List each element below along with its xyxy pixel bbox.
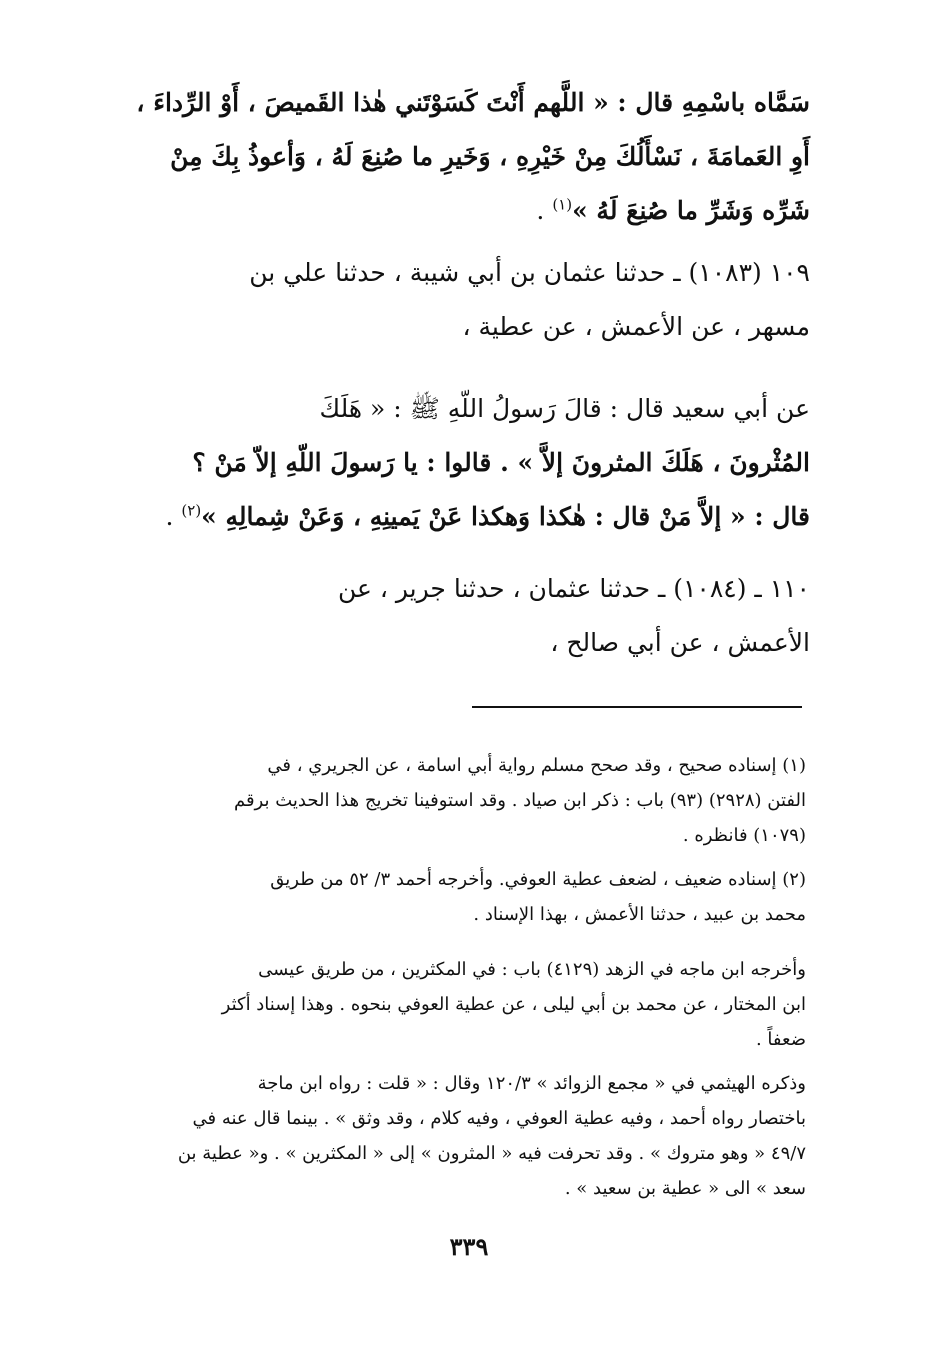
page-number: ٣٣٩ <box>449 1232 489 1261</box>
text-tail: . <box>536 196 553 225</box>
footnote-line: سعد » الى « عطية بن سعيد » . <box>564 1178 806 1199</box>
footnote-line: ٤٩/٧ « وهو متروك » . وقد تحرفت فيه « المثرون » إلى « المكثرين » . و« عطية بن <box>177 1143 806 1164</box>
text-line: ١١٠ ـ (١٠٨٤) ـ حدثنا عثمان ، حدثنا جرير ، عن <box>337 574 810 603</box>
footnote-1 <box>116 748 806 853</box>
footnote-line: الفتن (٢٩٢٨) (٩٣) باب : ذكر ابن صياد . وقد استوفينا تخريج هذا الحديث برقم <box>233 790 806 811</box>
text-tail: . <box>165 502 182 531</box>
text-line: المُثْرونَ ، هَلَكَ المثرونَ إلاَّ » . قالوا : يا رَسولَ اللّهِ إلاّ مَنْ ؟ <box>192 448 810 477</box>
footnote-line: (١) إسناده صحيح ، وقد صحح مسلم رواية أبي اسامة ، عن الجريري ، في <box>267 755 806 776</box>
footnote-separator <box>472 706 802 708</box>
text-line: عن أبي سعيد قال : قالَ رَسولُ اللّهِ ﷺ : « هَلَكَ <box>319 394 810 423</box>
text-line: سَمَّاه باسْمِهِ قال : « اللَّهم أَنْتَ كَسَوْتَني هٰذا القَميصَ ، أَوْ الرِّداءَ ، <box>136 88 810 117</box>
footnote-line: وأخرجه ابن ماجه في الزهد (٤١٢٩) باب : في المكثرين ، من طريق عيسى <box>258 959 806 980</box>
text-line: قال : « إلاَّ مَنْ قال : هٰكذا وَهكذا عَنْ يَمينِهِ ، وَعَنْ شِمالِهِ » <box>201 502 810 531</box>
footnote-line: وذكره الهيثمي في « مجمع الزوائد » ١٢٠/٣ وقال : « قلت : رواه ابن ماجة <box>257 1073 806 1094</box>
hadith-110-chain <box>120 562 810 670</box>
footnote-line: (١٠٧٩) فانظره . <box>682 825 806 846</box>
footnote-ref: (٢) <box>181 501 202 520</box>
text-line: الأعمش ، عن أبي صالح ، <box>550 628 810 657</box>
footnote-ref: (١) <box>552 195 573 214</box>
text-line: شَرِّه وَشَرِّ ما صُنِعَ لَهُ » <box>572 196 810 225</box>
footnote-line: ابن المختار ، عن محمد بن أبي ليلى ، عن عطية العوفي بنحوه . وهذا إسناد أكثر <box>221 994 806 1015</box>
footnote-2 <box>116 862 806 932</box>
hadith-109-text <box>120 382 810 544</box>
hadith-109-chain <box>120 246 810 354</box>
hadith-text-continuation <box>120 76 810 238</box>
text-line: أَوِ العَمامَةَ ، نَسْأَلُكَ مِنْ خَيْرِهِ ، وَخَيرِ ما صُنِعَ لَهُ ، وَأعوذُ بِكَ مِنْ <box>170 142 810 171</box>
footnote-2-haythami <box>116 1066 806 1206</box>
footnote-line: باختصار رواه أحمد ، وفيه عطية العوفي ، وفيه كلام ، وقد وثق » . بينما قال عنه في <box>192 1108 806 1129</box>
text-line: مسهر ، عن الأعمش ، عن عطية ، <box>462 312 810 341</box>
footnote-2-continuation <box>116 952 806 1057</box>
footnote-line: محمد بن عبيد ، حدثنا الأعمش ، بهذا الإسناد . <box>473 904 806 925</box>
footnote-line: (٢) إسناده ضعيف ، لضعف عطية العوفي. وأخرجه أحمد ٣/ ٥٢ من طريق <box>270 869 806 890</box>
text-line: ١٠٩ (١٠٨٣) ـ حدثنا عثمان بن أبي شيبة ، حدثنا علي بن <box>249 258 810 287</box>
footnote-line: ضعفاً . <box>755 1029 806 1050</box>
